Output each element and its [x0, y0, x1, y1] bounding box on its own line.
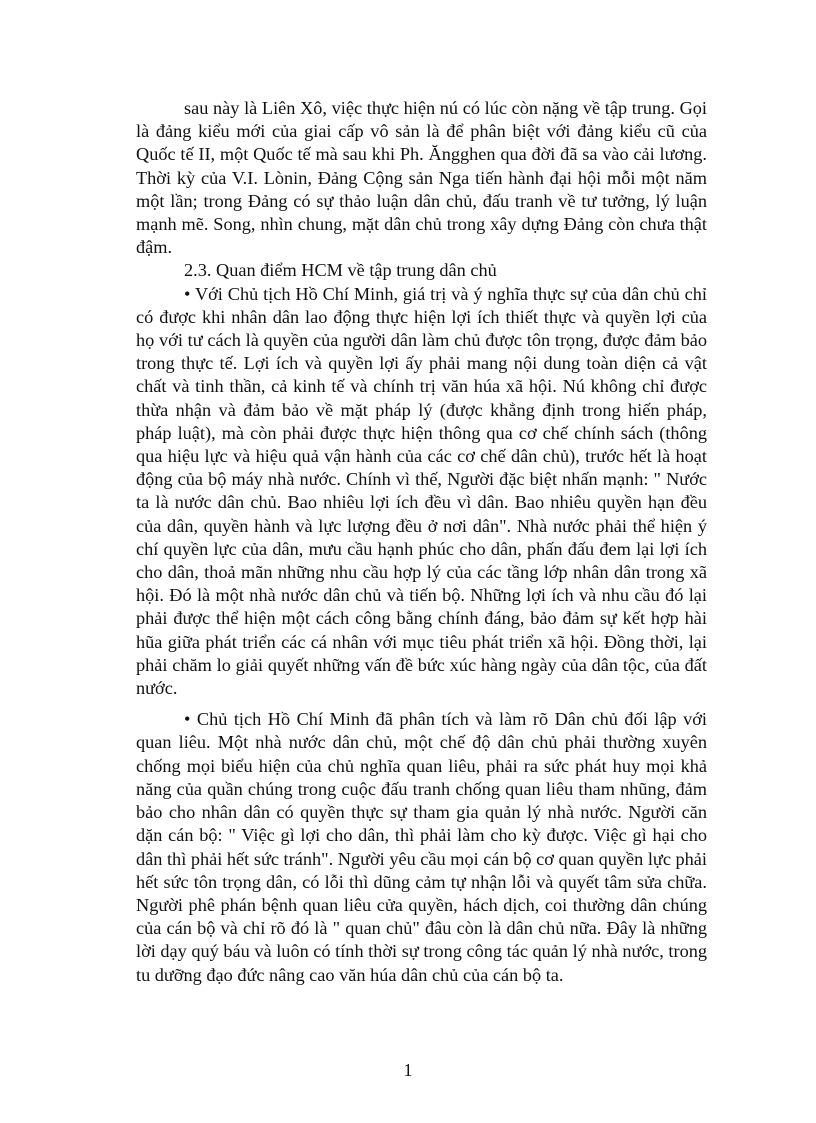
bullet-paragraph-2: • Chủ tịch Hồ Chí Minh đã phân tích và làm rõ Dân chủ đối lập với quan liêu. Một nhà nước dân chủ, một chế độ dân chủ phải thường xuyên chống mọi biểu hiện của chủ nghĩa quan liêu, phải ra sức phát huy mọi khả năng của quần chúng trong cuộc đấu tranh chống quan liêu tham nhũng, đảm bảo cho nhân dân có quyền thực sự tham gia quản lý nhà nước. Người căn dặn cán bộ: " Việc gì lợi cho dân, thì phải làm cho kỳ được. Việc gì hại cho dân thì phải hết sức tránh". Người yêu cầu mọi cán bộ cơ quan quyền lực phải hết sức tôn trọng dân, có lỗi thì dũng cảm tự nhận lỗi và quyết tâm sửa chữa. Người phê phán bệnh quan liêu cửa quyền, hách dịch, coi thường dân chúng của cán bộ và chỉ rõ đó là " quan chủ" đâu còn là dân chủ nữa. Đây là những lời dạy quý báu và luôn có tính thời sự trong công tác quản lý nhà nước, trong tu dưỡng đạo đức nâng cao văn húa dân chủ của cán bộ ta.: [136, 709, 707, 985]
page-number: 1: [403, 1060, 413, 1080]
section-heading: 2.3. Quan điểm HCM về tập trung dân chủ: [184, 260, 497, 281]
paragraph-continuation: sau này là Liên Xô, việc thực hiện nú có lúc còn nặng về tập trung. Gọi là đảng kiểu mới của giai cấp vô sản là để phân biệt với đảng kiểu cũ của Quốc tế II, một Quốc tế mà sau khi Ph. Ăngghen qua đời đã sa vào cải lương. Thời kỳ của V.I. Lònin, Đảng Cộng sản Nga tiến hành đại hội mỗi một năm một lần; trong Đảng có sự thảo luận dân chủ, đấu tranh về tư tưởng, lý luận mạnh mẽ. Song, nhìn chung, mặt dân chủ trong xây dựng Đảng còn chưa thật đậm.: [136, 98, 707, 258]
document-body: [136, 97, 707, 987]
paragraph-gap: [136, 700, 707, 708]
bullet-paragraph-1: • Với Chủ tịch Hồ Chí Minh, giá trị và ý nghĩa thực sự của dân chủ chỉ có được khi nhân dân lao động thực hiện lợi ích thiết thực và quyền lợi của họ với tư cách là quyền của người dân làm chủ được tôn trọng, được đảm bảo trong thực tế. Lợi ích và quyền lợi ấy phải mang nội dung toàn diện cả vật chất và tinh thần, cả kinh tế và chính trị văn húa xã hội. Nú không chỉ được thừa nhận và đảm bảo về mặt pháp lý (được khẳng định trong hiến pháp, pháp luật), mà còn phải được thực hiện thông qua cơ chế chính sách (thông qua hiệu lực và hiệu quả vận hành của các cơ chế dân chủ), trước hết là hoạt động của bộ máy nhà nước. Chính vì thế, Người đặc biệt nhấn mạnh: " Nước ta là nước dân chủ. Bao nhiêu lợi ích đều vì dân. Bao nhiêu quyền hạn đều của dân, quyền hành và lực lượng đều ở nơi dân". Nhà nước phải thể hiện ý chí quyền lực của dân, mưu cầu hạnh phúc cho dân, phấn đấu đem lại lợi ích cho dân, thoả mãn những nhu cầu hợp lý của các tầng lớp nhân dân trong xã hội. Đó là một nhà nước dân chủ và tiến bộ. Những lợi ích và nhu cầu đó lại phải được thể hiện một cách công bằng chính đáng, bảo đảm sự kết hợp hài hũa giữa phát triển các cá nhân với mục tiêu phát triển xã hội. Đồng thời, lại phải chăm lo giải quyết những vấn đề bức xúc hàng ngày của dân tộc, của đất nước.: [136, 283, 707, 699]
